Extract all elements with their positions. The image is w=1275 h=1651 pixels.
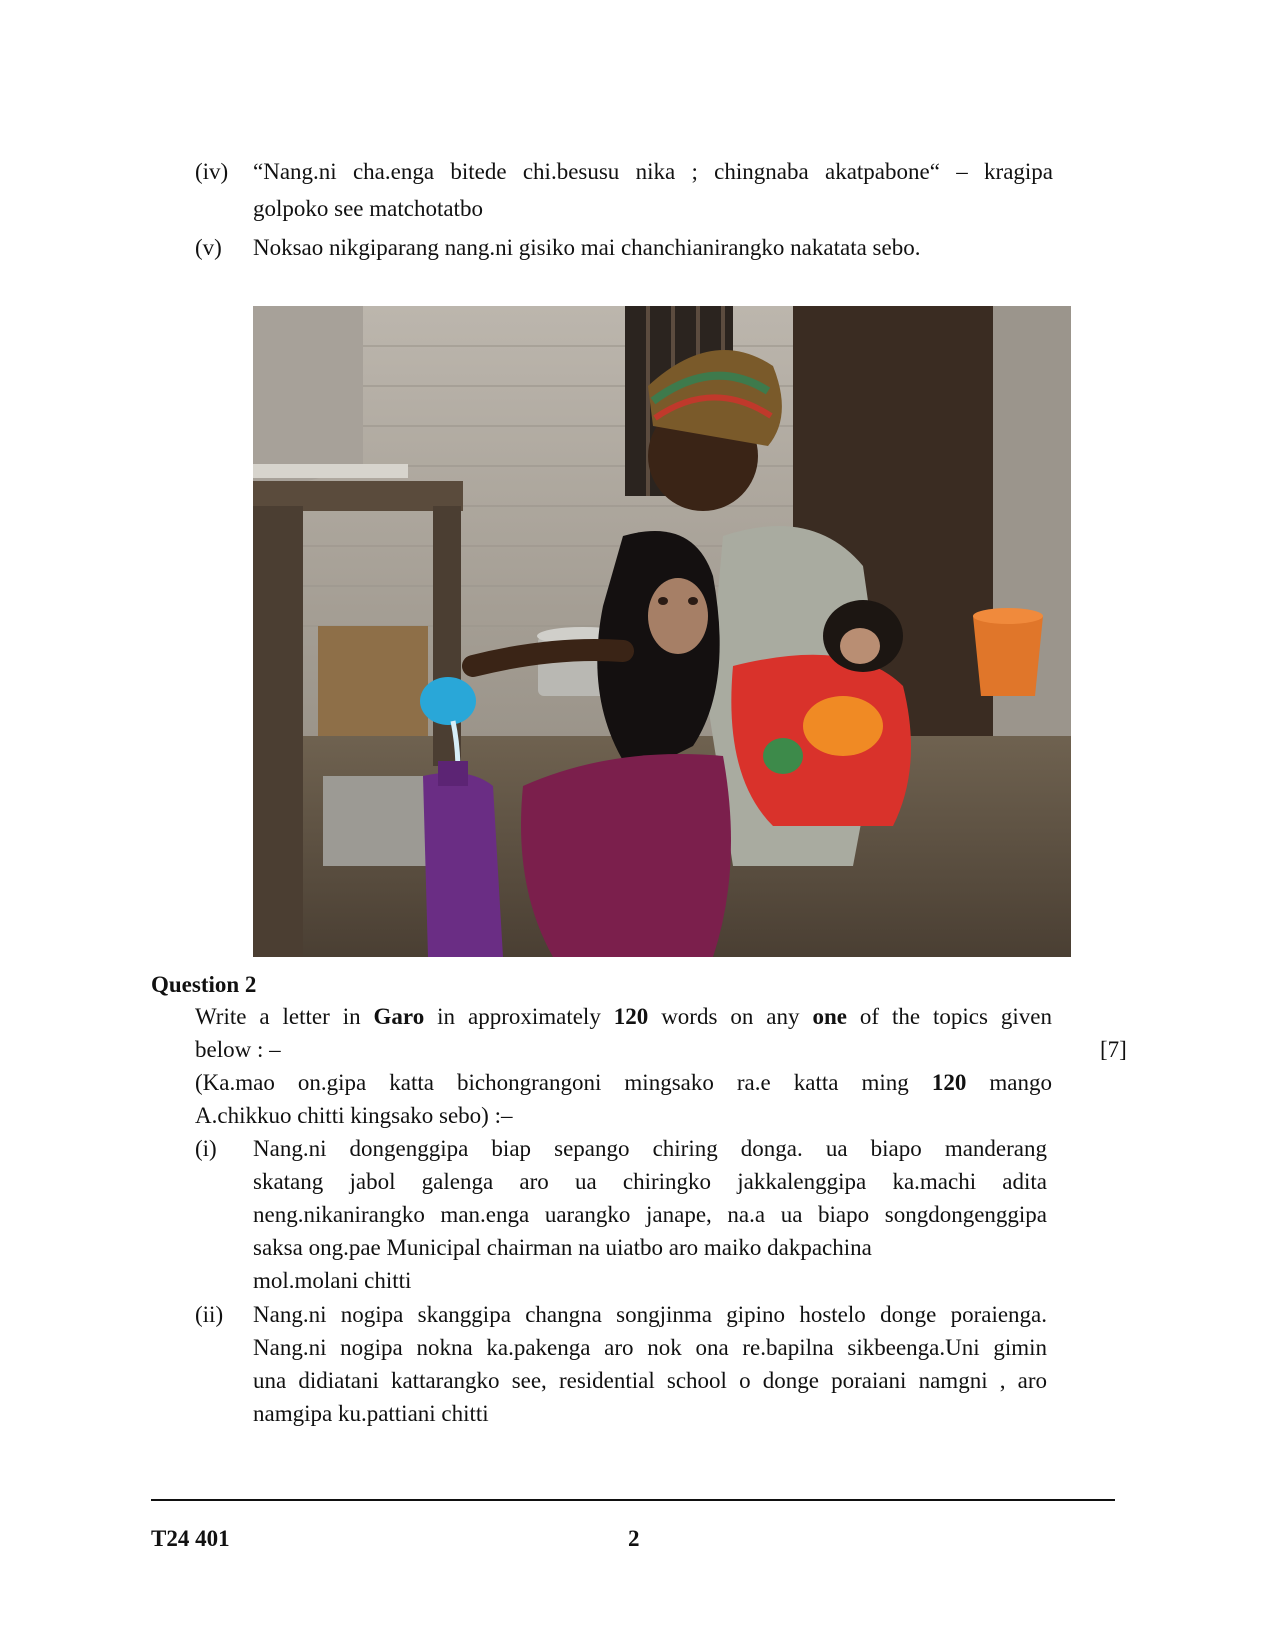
- footer-paper-code: T24 401: [151, 1526, 230, 1551]
- footer-page-number: 2: [628, 1526, 640, 1551]
- question-title: Question 2: [151, 972, 257, 997]
- option-i-line5: mol.molani chitti: [253, 1268, 412, 1293]
- option-i-line2: skatang jabol galenga aro ua chiringko jakkalenggipa ka.machi adita: [253, 1169, 1047, 1194]
- option-i-line1: Nang.ni dongenggipa biap sepango chiring donga. ua biapo manderang: [253, 1136, 1047, 1161]
- question-garo-line2: A.chikkuo chitti kingsako sebo) :–: [195, 1103, 513, 1128]
- option-ii-line3: una didiatani kattarangko see, residential school o donge poraiani namgni , aro: [253, 1368, 1047, 1393]
- option-ii-line1: Nang.ni nogipa skanggipa changna songjinma gipino hostelo donge poraienga.: [253, 1302, 1047, 1327]
- option-ii-number: (ii): [195, 1302, 224, 1327]
- footer-rule: [151, 1499, 1115, 1501]
- item-iv-text-line2: golpoko see matchotatbo: [253, 196, 483, 221]
- item-v-number: (v): [195, 235, 222, 260]
- item-v-text: Noksao nikgiparang nang.ni gisiko mai chanchianirangko nakatata sebo.: [253, 235, 921, 260]
- option-ii-line4: namgipa ku.pattiani chitti: [253, 1401, 489, 1426]
- item-iv-number: (iv): [195, 159, 229, 184]
- option-i-line3: neng.nikanirangko man.enga uarangko janape, na.a ua biapo songdongenggipa: [253, 1202, 1047, 1227]
- option-i-number: (i): [195, 1136, 217, 1161]
- item-iv-text-line1: “Nang.ni cha.enga bitede chi.besusu nika ; chingnaba akatpabone“ – kragipa: [253, 159, 1053, 184]
- question-instruction-line2: below : –: [195, 1037, 281, 1062]
- question-marks: [7]: [1100, 1037, 1127, 1062]
- question-instruction-line1: Write a letter in Garo in approximately 120 words on any one of the topics given: [195, 1004, 1052, 1029]
- photo-woman-with-chimpanzees: [253, 306, 1071, 957]
- question-garo-line1: (Ka.mao on.gipa katta bichongrangoni mingsako ra.e katta ming 120 mango: [195, 1070, 1052, 1095]
- option-i-line4: saksa ong.pae Municipal chairman na uiatbo aro maiko dakpachina: [253, 1235, 872, 1260]
- option-ii-line2: Nang.ni nogipa nokna ka.pakenga aro nok ona re.bapilna sikbeenga.Uni gimin: [253, 1335, 1047, 1360]
